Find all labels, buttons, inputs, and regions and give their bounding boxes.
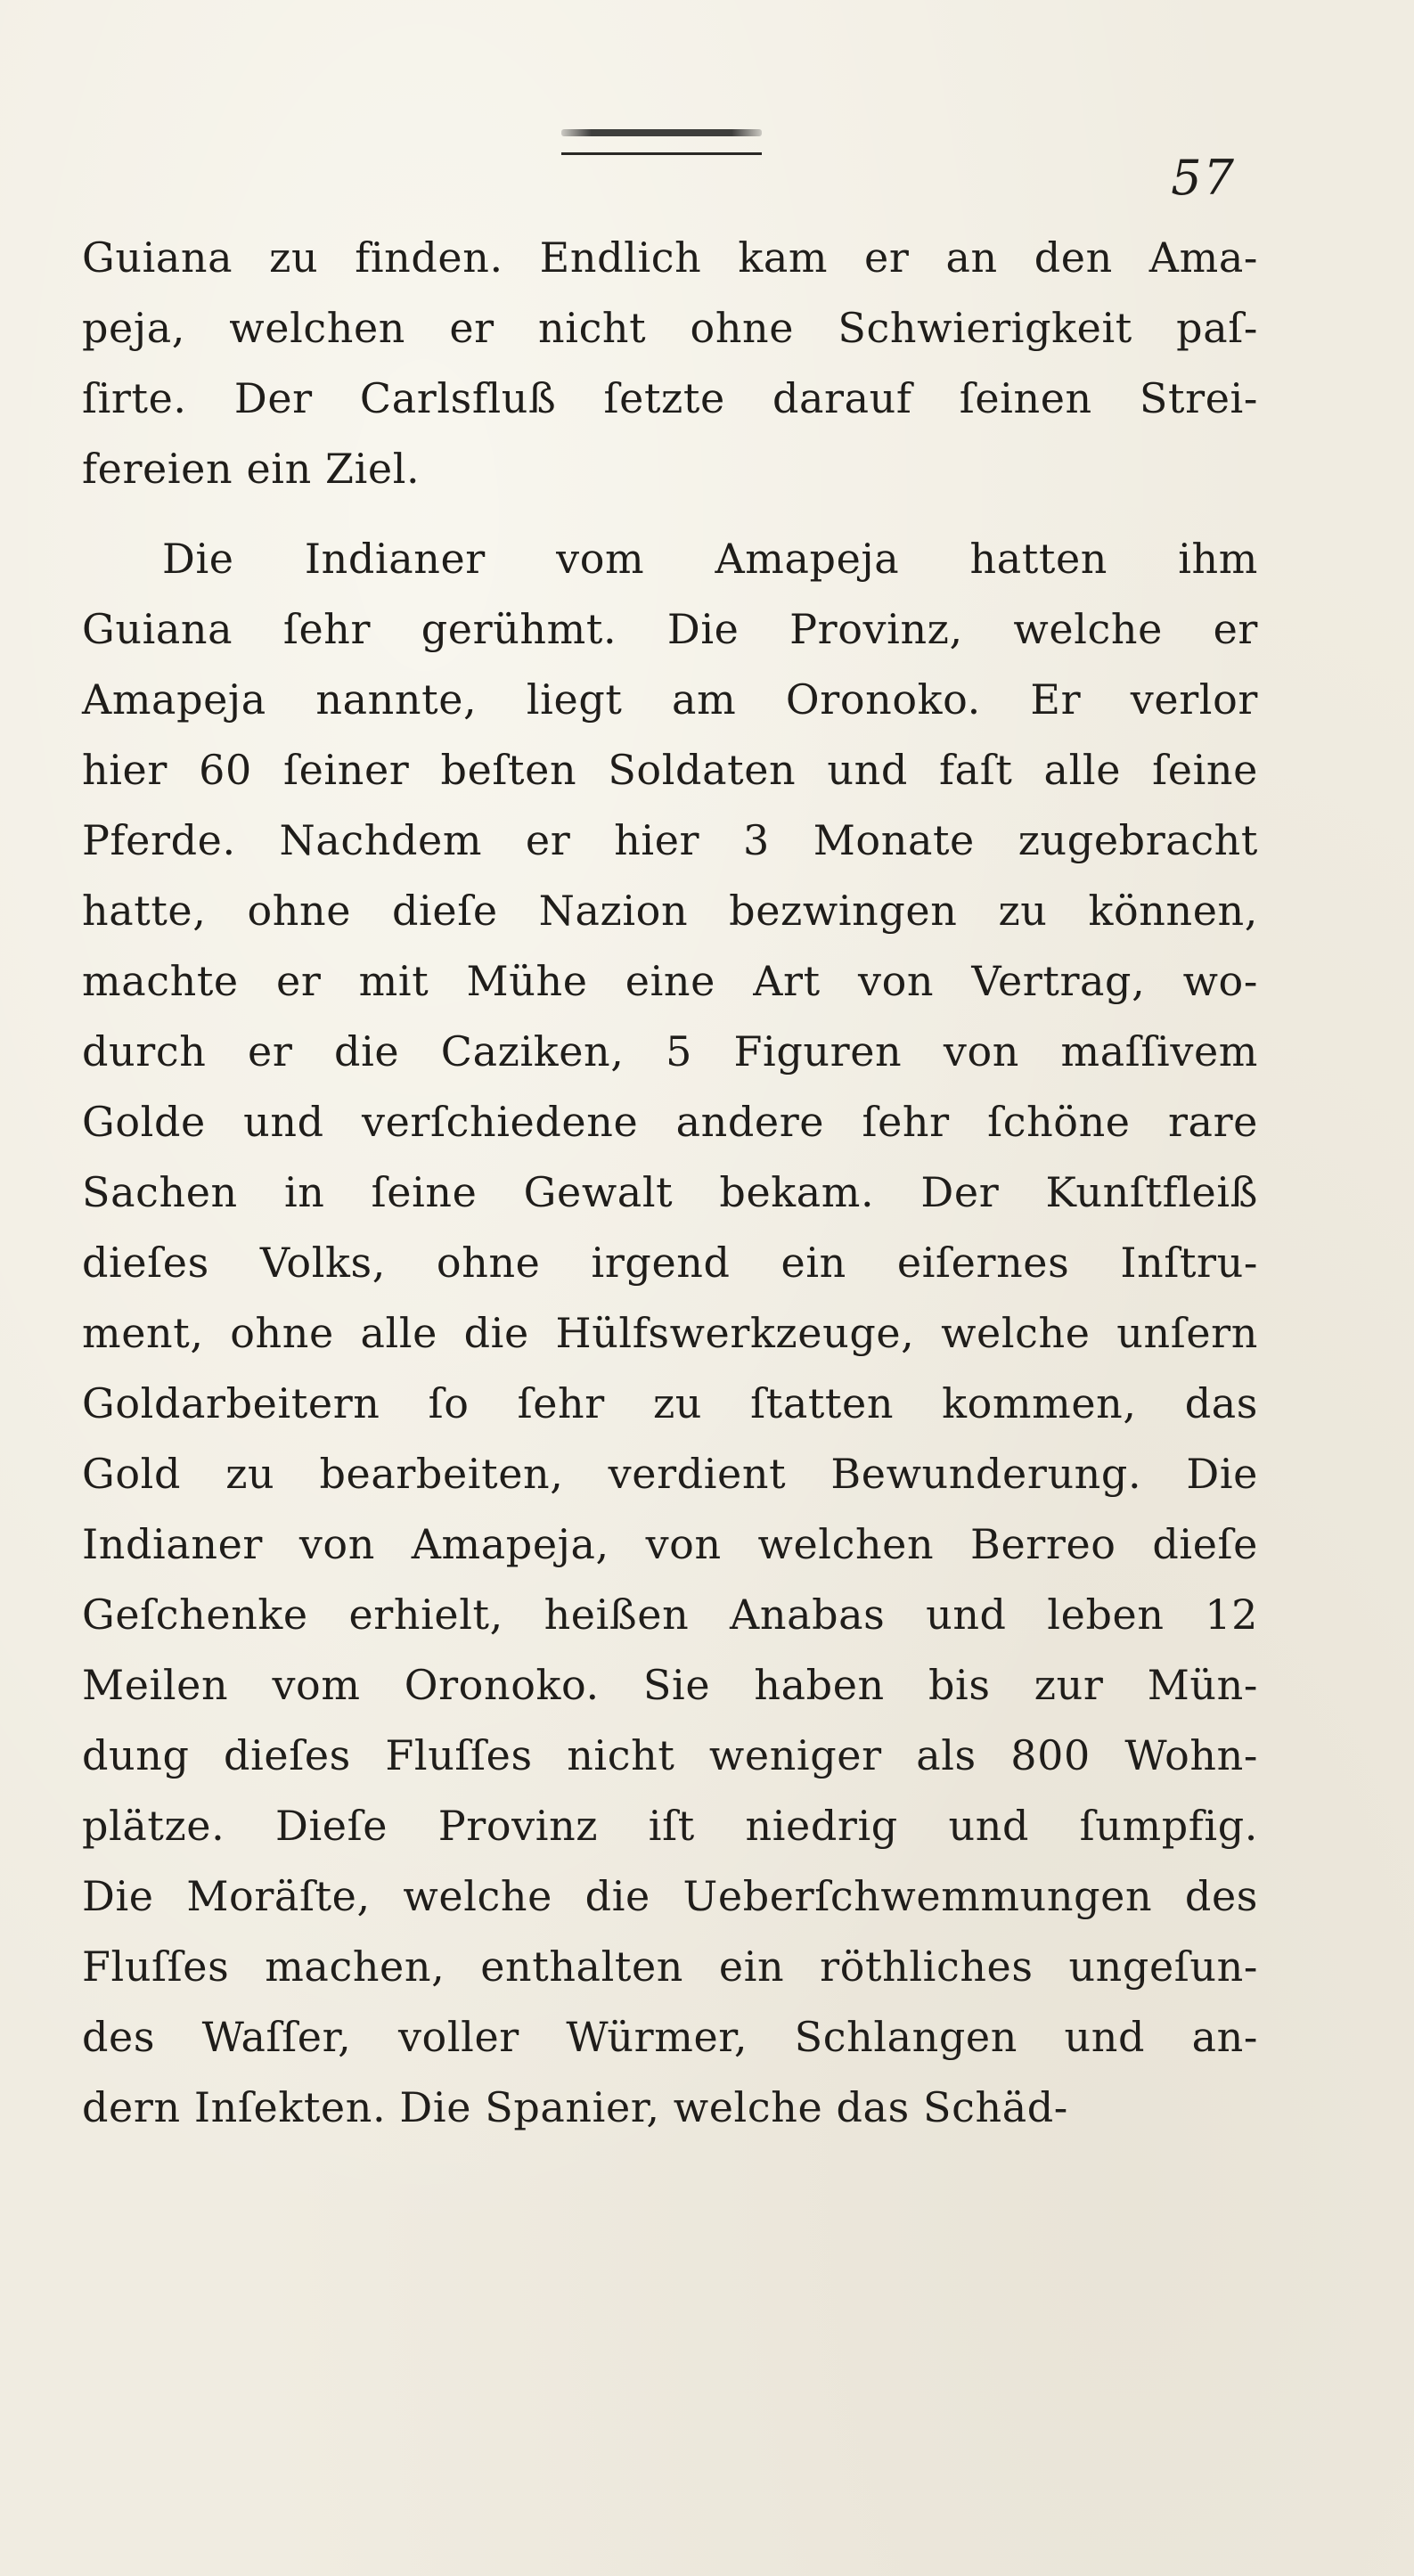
text-line: Gold zu bearbeiten, verdient Bewunderung. Die: [82, 1450, 1258, 1498]
text-line: machte er mit Mühe eine Art von Vertrag, wo-: [82, 957, 1258, 1005]
text-line: Golde und verſchiedene andere ſehr ſchöne rare: [82, 1098, 1258, 1146]
header-rule: [561, 129, 762, 158]
text-line: Guiana zu finden. Endlich kam er an den Ama-: [82, 233, 1258, 282]
text-line: Meilen vom Oronoko. Sie haben bis zur Mün-: [82, 1661, 1258, 1709]
text-line: Sachen in ſeine Gewalt bekam. Der Kunſtfleiß: [82, 1168, 1258, 1216]
text-line: Die Indianer vom Amapeja hatten ihm: [162, 535, 1258, 583]
text-line: Guiana ſehr gerühmt. Die Provinz, welche er: [82, 605, 1258, 653]
text-line: Amapeja nannte, liegt am Oronoko. Er verlor: [82, 675, 1258, 724]
text-line: dieſes Volks, ohne irgend ein eiſernes Inſtru-: [82, 1239, 1258, 1287]
text-line: durch er die Caziken, 5 Figuren von maſſivem: [82, 1027, 1258, 1075]
paragraph-break: [82, 504, 1258, 524]
text-line: Indianer von Amapeja, von welchen Berreo dieſe: [82, 1520, 1258, 1568]
text-line: hier 60 ſeiner beſten Soldaten und faſt alle ſeine: [82, 746, 1258, 794]
text-line: Pferde. Nachdem er hier 3 Monate zugebracht: [82, 816, 1258, 864]
text-line: dung dieſes Fluſſes nicht weniger als 800 Wohn-: [82, 1731, 1258, 1779]
header-line: [561, 152, 762, 155]
text-line: plätze. Dieſe Provinz iſt niedrig und ſumpfig.: [82, 1802, 1258, 1850]
page-number: 57: [1171, 150, 1236, 206]
text-line: Geſchenke erhielt, heißen Anabas und leben 12: [82, 1591, 1258, 1639]
text-line: peja, welchen er nicht ohne Schwierigkeit paſ-: [82, 304, 1258, 352]
text-line: ſirte. Der Carlsfluß ſetzte darauf ſeinen Strei-: [82, 374, 1258, 422]
body-text: [82, 223, 1258, 2143]
text-line: Die Moräſte, welche die Ueberſchwemmungen des: [82, 1872, 1258, 1920]
text-line: dern Inſekten. Die Spanier, welche das Schäd-: [82, 2083, 1068, 2131]
text-line: hatte, ohne dieſe Nazion bezwingen zu können,: [82, 887, 1258, 935]
text-line: fereien ein Ziel.: [82, 445, 421, 493]
text-line: ment, ohne alle die Hülfswerkzeuge, welche unſern: [82, 1309, 1258, 1357]
text-line: Fluſſes machen, enthalten ein röthliches ungeſun-: [82, 1942, 1258, 1991]
text-line: des Waſſer, voller Würmer, Schlangen und an-: [82, 2013, 1258, 2061]
header-ornament: [561, 129, 762, 136]
text-line: Goldarbeitern ſo ſehr zu ſtatten kommen, das: [82, 1379, 1258, 1427]
